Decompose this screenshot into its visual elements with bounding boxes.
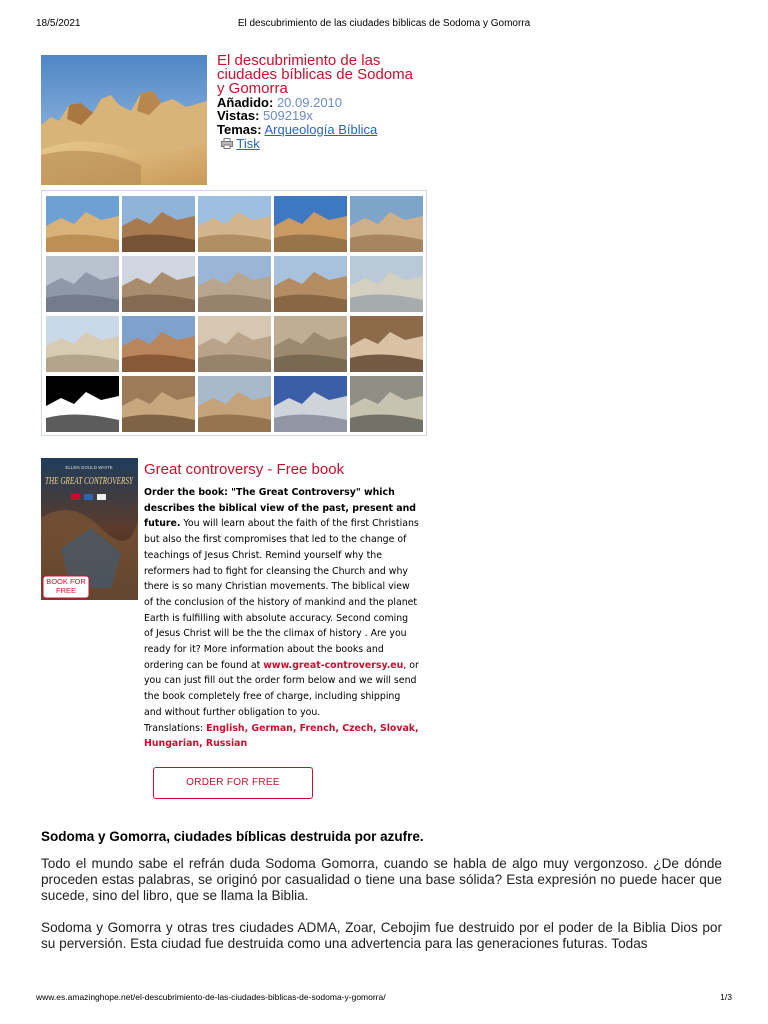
gallery-thumbnail[interactable]	[274, 196, 347, 252]
gallery-thumbnail[interactable]	[198, 316, 271, 372]
gallery-thumbnail[interactable]	[46, 256, 119, 312]
article-title: El descubrimiento de las ciudades bíblicas de Sodoma y Gomorra	[217, 52, 413, 97]
print-footer	[36, 992, 732, 1006]
cover-author: ELLEN GOULD WHITE	[65, 465, 113, 470]
meta-topics	[217, 123, 377, 137]
hero-image	[41, 55, 207, 185]
gallery-thumbnail[interactable]	[198, 256, 271, 312]
print-title: El descubrimiento de las ciudades bíblicas de Sodoma y Gomorra	[237, 18, 531, 29]
book-badge: BOOK FOR FREE	[46, 577, 86, 595]
gallery-thumbnail[interactable]	[198, 196, 271, 252]
order-for-free-button[interactable]: ORDER FOR FREE	[153, 767, 313, 799]
gallery-thumbnail[interactable]	[274, 376, 347, 432]
added-value: 20.09.2010	[276, 95, 343, 110]
section-heading: Sodoma y Gomorra, ciudades bíblicas destruida por azufre.	[41, 829, 424, 844]
gallery-thumbnail[interactable]	[122, 256, 195, 312]
gallery-thumbnail[interactable]	[46, 376, 119, 432]
topics-label: Temas:	[217, 122, 262, 137]
gallery-thumbnail[interactable]	[46, 316, 119, 372]
gallery-thumbnail[interactable]	[122, 376, 195, 432]
meta-views	[217, 109, 313, 123]
print-header	[36, 18, 732, 32]
gallery-thumbnail[interactable]	[198, 376, 271, 432]
translations-links[interactable]: English, German, French, Czech, Slovak, Hungarian, Russian	[144, 722, 419, 750]
gallery-thumbnail[interactable]	[122, 316, 195, 372]
promo-body-2: , or you can just fill out the order form below and we will send the book completely free of charge, including shipping and without further obligation to you.	[144, 659, 419, 718]
gallery-thumbnail[interactable]	[350, 376, 423, 432]
views-label: Vistas:	[217, 108, 260, 123]
print-date: 18/5/2021	[36, 18, 81, 29]
promo-site-link[interactable]: www.great-controversy.eu	[263, 659, 404, 671]
book-cover[interactable]	[41, 458, 138, 600]
promo-intro: Order the book: "The Great Controversy" which describes the biblical view of the past, present and future.	[144, 487, 417, 530]
printer-icon	[221, 138, 233, 149]
gallery-thumbnail[interactable]	[350, 316, 423, 372]
promo-title[interactable]: Great controversy - Free book	[144, 461, 345, 478]
print-link[interactable]	[221, 136, 260, 151]
paragraph-1: Todo el mundo sabe el refrán duda Sodoma Gomorra, cuando se habla de algo muy vergonzoso. ¿De dónde proceden estas palabras, se originó por casualidad o tiene una base sólida? Esta expresión no puede hacer que sucede, sino del libro, que se llama la Biblia.	[41, 856, 722, 904]
topic-link[interactable]: Arqueología Bíblica	[264, 122, 378, 137]
gallery-thumbnail[interactable]	[350, 256, 423, 312]
paragraph-2: Sodoma y Gomorra y otras tres ciudades ADMA, Zoar, Cebojim fue destruido por el poder de la Biblia Dios por su perversión. Esta ciudad fue destruida como una advertencia para las generaciones futuras. Todas	[41, 920, 722, 952]
promo-text	[144, 485, 420, 752]
translations-label: Translations:	[144, 722, 207, 734]
gallery-thumbnail[interactable]	[122, 196, 195, 252]
print-link-label[interactable]: Tisk	[236, 136, 260, 151]
photo-gallery	[41, 190, 427, 436]
gallery-thumbnail[interactable]	[274, 316, 347, 372]
gallery-thumbnail[interactable]	[350, 196, 423, 252]
gallery-thumbnail[interactable]	[46, 196, 119, 252]
cover-title: THE GREAT CONTROVERSY	[45, 476, 135, 487]
footer-url: www.es.amazinghope.net/el-descubrimiento-de-las-ciudades-biblicas-de-sodoma-y-gomorra/	[36, 992, 386, 1002]
added-label: Añadido:	[217, 95, 274, 110]
page-number: 1/3	[720, 992, 732, 1002]
promo-body: You will learn about the faith of the first Christians but also the first compromises that led to the change of teachings of Jesus Christ. Remind yourself why the reformers had to fight for cleansing the Church and why there is so many Christian movements. The biblical view of the conclusion of the history of mankind and the planet Earth is fulfilling with absolute accuracy. Second coming of Jesus Christ will be the the climax of history . Are you ready for it? More information about the books and ordering can be found at	[144, 518, 419, 671]
gallery-thumbnail[interactable]	[274, 256, 347, 312]
views-value: 509219x	[263, 108, 313, 123]
